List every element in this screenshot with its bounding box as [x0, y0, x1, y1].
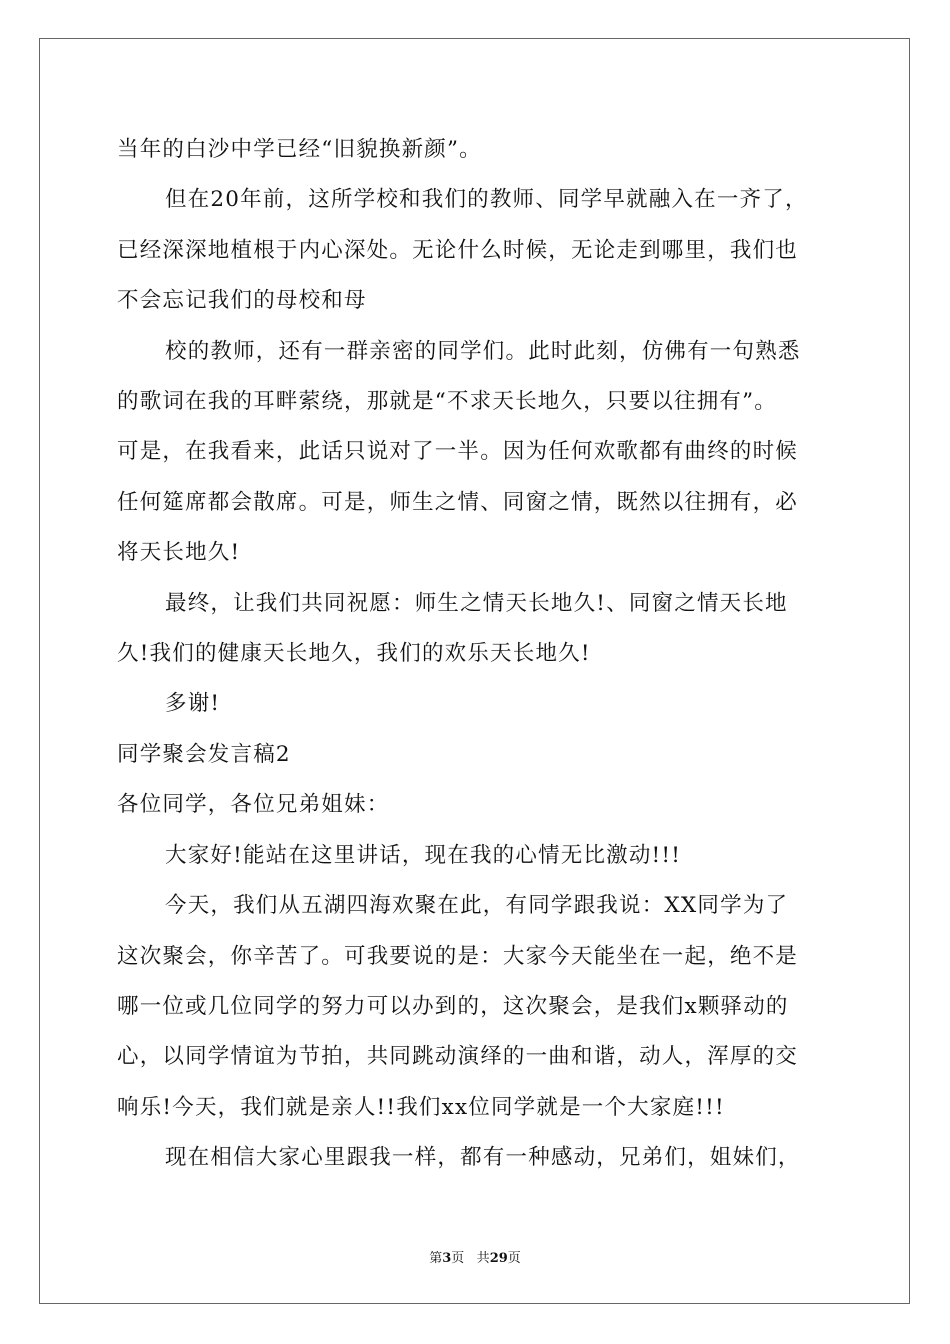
- text-line: 现在相信大家心里跟我一样，都有一种感动，兄弟们，姐妹们，: [165, 1145, 801, 1171]
- text-line: 已经深深地植根于内心深处。无论什么时候，无论走到哪里，我们也: [117, 237, 799, 263]
- text-line: 这次聚会，你辛苦了。可我要说的是：大家今天能坐在一起，绝不是: [117, 943, 799, 969]
- text-line: 同学聚会发言稿2: [117, 741, 291, 767]
- text-line: 今天，我们从五湖四海欢聚在此，有同学跟我说：XX同学为了: [165, 893, 789, 919]
- footer-total-pages: 29: [489, 1251, 508, 1266]
- text-line: 可是，在我看来，此话只说对了一半。因为任何欢歌都有曲终的时候: [117, 439, 799, 465]
- text-line: 的歌词在我的耳畔萦绕，那就是“不求天长地久，只要以往拥有”。: [117, 389, 777, 415]
- text-line: 心，以同学情谊为节拍，共同跳动演绎的一曲和谐，动人，浑厚的交: [117, 1044, 799, 1070]
- text-line: 多谢!: [165, 691, 221, 717]
- footer-current-page: 3: [442, 1251, 452, 1266]
- text-line: 任何筵席都会散席。可是，师生之情、同窗之情，既然以往拥有，必: [117, 489, 799, 515]
- text-line: 最终，让我们共同祝愿：师生之情天长地久!、同窗之情天长地: [165, 590, 788, 616]
- footer-prefix: 第: [429, 1251, 443, 1266]
- text-line: 响乐!今天，我们就是亲人!!我们xx位同学就是一个大家庭!!!: [117, 1094, 725, 1120]
- footer-page-suffix: 页: [451, 1251, 465, 1266]
- page-footer: [0, 1247, 950, 1266]
- footer-total-prefix: 共: [476, 1251, 490, 1266]
- text-line: 校的教师，还有一群亲密的同学们。此时此刻，仿佛有一句熟悉: [165, 338, 801, 364]
- text-line: 久!我们的健康天长地久，我们的欢乐天长地久!: [117, 641, 591, 667]
- text-line: 大家好!能站在这里讲话，现在我的心情无比激动!!!: [165, 842, 682, 868]
- text-line: 哪一位或几位同学的努力可以办到的，这次聚会，是我们x颗驿动的: [117, 993, 789, 1019]
- footer-total-suffix: 页: [507, 1251, 521, 1266]
- text-line: 各位同学，各位兄弟姐妹：: [117, 792, 390, 818]
- document-body: [117, 125, 837, 1184]
- text-line: 当年的白沙中学已经“旧貌换新颜”。: [117, 137, 482, 162]
- text-line: 将天长地久!: [117, 540, 241, 566]
- text-line: 但在20年前，这所学校和我们的教师、同学早就融入在一齐了，: [165, 187, 808, 213]
- text-line: 不会忘记我们的母校和母: [117, 288, 367, 314]
